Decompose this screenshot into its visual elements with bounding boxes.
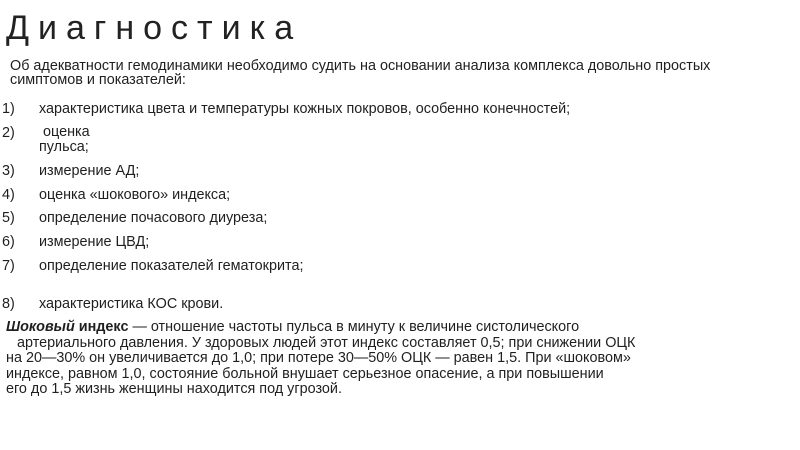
slide-title: Диагностика bbox=[6, 9, 303, 47]
list-item-number: 1) bbox=[2, 101, 15, 117]
list-item-number: 7) bbox=[2, 258, 15, 274]
list-item-text-line2: пульса; bbox=[39, 139, 89, 155]
shock-index-line-2: артериального давления. У здоровых людей этот индекс составляет 0,5; при снижении ОЦК bbox=[17, 334, 636, 351]
intro-paragraph: Об адекватности гемодинамики необходимо судить на основании анализа комплекса довольно простых симптомов и показателей: bbox=[10, 58, 711, 88]
list-item-number: 6) bbox=[2, 234, 15, 250]
list-item-text: характеристика КОС крови. bbox=[39, 296, 224, 312]
list-item-text: оценка «шокового» индекса; bbox=[39, 187, 231, 203]
shock-index-line-3: на 20—30% он увеличивается до 1,0; при потере 30—50% ОЦК — равен 1,5. При «шоковом» bbox=[6, 350, 631, 366]
list-item-number: 2) bbox=[2, 125, 15, 141]
shock-index-paragraph bbox=[6, 320, 786, 398]
list-item-text: определение почасового диуреза; bbox=[39, 210, 268, 226]
list-item-number: 4) bbox=[2, 187, 15, 203]
list-item-text: характеристика цвета и температуры кожных покровов, особенно конечностей; bbox=[39, 101, 571, 117]
list-item-text: измерение АД; bbox=[39, 163, 140, 179]
list-item-number: 5) bbox=[2, 210, 15, 226]
list-item-text: определение показателей гематокрита; bbox=[39, 258, 304, 274]
list-item-text-line1: оценка bbox=[43, 124, 90, 140]
shock-index-line-4: индексе, равном 1,0, состояние больной внушает серьезное опасение, а при повышении bbox=[6, 365, 604, 382]
list-item-text bbox=[39, 125, 90, 155]
shock-index-term-italic: Шоковый bbox=[6, 319, 75, 335]
shock-index-term-bold: индекс bbox=[78, 319, 129, 335]
shock-index-definition: — отношение частоты пульса в минуту к величине систолического bbox=[128, 319, 580, 335]
list-item-number: 3) bbox=[2, 163, 15, 179]
shock-index-line-1 bbox=[6, 320, 786, 336]
list-item-text: измерение ЦВД; bbox=[39, 234, 150, 250]
list-item-number: 8) bbox=[2, 296, 15, 312]
shock-index-line-5: его до 1,5 жизнь женщины находится под угрозой. bbox=[6, 381, 342, 397]
